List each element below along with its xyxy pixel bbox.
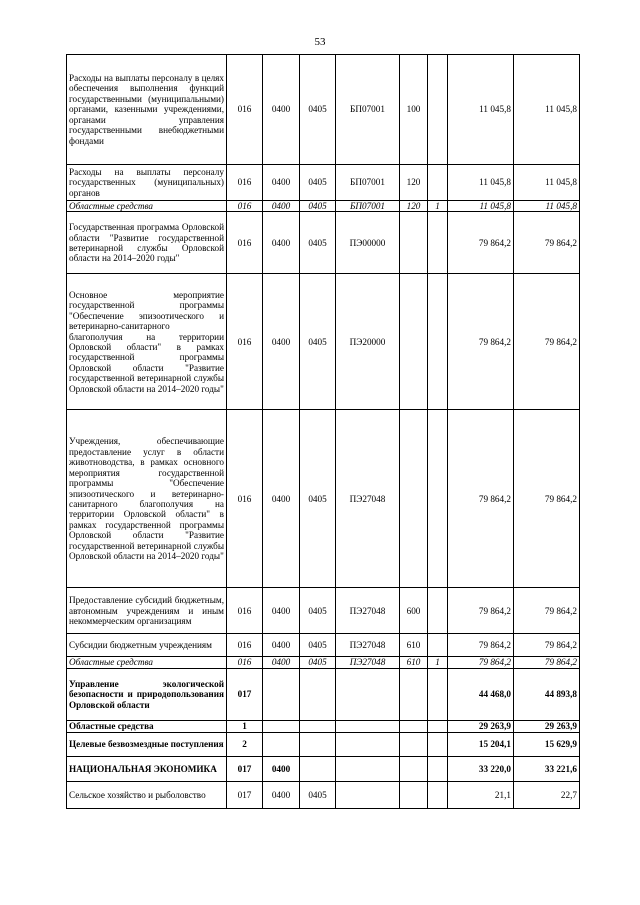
cell-section: 0400 bbox=[263, 165, 300, 201]
cell-name: Расходы на выплаты персоналу государственных (муниципальных) органов bbox=[67, 165, 227, 201]
cell-amount-year-2: 22,7 bbox=[514, 781, 580, 808]
cell-source bbox=[428, 720, 448, 732]
cell-grbs: 017 bbox=[227, 668, 263, 720]
cell-subsection: 0405 bbox=[300, 55, 336, 165]
cell-source bbox=[428, 212, 448, 274]
cell-section: 0400 bbox=[263, 781, 300, 808]
cell-amount-year-1: 79 864,2 bbox=[448, 657, 514, 668]
table-row bbox=[67, 781, 580, 808]
cell-target-article: БП07001 bbox=[336, 165, 400, 201]
cell-expense-type bbox=[400, 212, 428, 274]
cell-section bbox=[263, 732, 300, 756]
cell-amount-year-1: 11 045,8 bbox=[448, 55, 514, 165]
cell-source bbox=[428, 756, 448, 781]
cell-target-article bbox=[336, 720, 400, 732]
cell-amount-year-2: 33 221,6 bbox=[514, 756, 580, 781]
cell-name: Основное мероприятие государственной программы "Обеспечение эпизоотического и ветеринарно-санитарного благополучия на территории Орловской области" в рамках государственной программы Орловской области "Развитие государственной ветеринарной службы Орловской области на 2014–2020 годы" bbox=[67, 274, 227, 410]
cell-source bbox=[428, 55, 448, 165]
budget-table bbox=[66, 54, 580, 809]
cell-target-article bbox=[336, 668, 400, 720]
cell-grbs: 016 bbox=[227, 212, 263, 274]
table-row bbox=[67, 274, 580, 410]
cell-amount-year-2: 11 045,8 bbox=[514, 165, 580, 201]
cell-amount-year-2: 29 263,9 bbox=[514, 720, 580, 732]
cell-source bbox=[428, 668, 448, 720]
cell-expense-type: 120 bbox=[400, 165, 428, 201]
table-row bbox=[67, 756, 580, 781]
cell-target-article: БП07001 bbox=[336, 201, 400, 212]
cell-section: 0400 bbox=[263, 201, 300, 212]
cell-grbs: 016 bbox=[227, 410, 263, 588]
cell-amount-year-1: 44 468,0 bbox=[448, 668, 514, 720]
cell-name: Управление экологической безопасности и природопользования Орловской области bbox=[67, 668, 227, 720]
cell-expense-type bbox=[400, 732, 428, 756]
cell-expense-type bbox=[400, 720, 428, 732]
cell-expense-type bbox=[400, 410, 428, 588]
cell-section bbox=[263, 668, 300, 720]
cell-grbs: 016 bbox=[227, 165, 263, 201]
cell-name: Областные средства bbox=[67, 657, 227, 668]
cell-grbs: 016 bbox=[227, 657, 263, 668]
cell-amount-year-1: 79 864,2 bbox=[448, 212, 514, 274]
cell-amount-year-1: 15 204,1 bbox=[448, 732, 514, 756]
table-row bbox=[67, 55, 580, 165]
cell-subsection bbox=[300, 732, 336, 756]
cell-source bbox=[428, 588, 448, 634]
cell-amount-year-1: 79 864,2 bbox=[448, 410, 514, 588]
cell-subsection: 0405 bbox=[300, 781, 336, 808]
cell-name: Учреждения, обеспечивающие предоставление услуг в области животноводства, в рамках основного мероприятия государственной программы "Обеспечение эпизоотического и ветеринарно-санитарного благополучия на территории Орловской области" в рамках государственной программы Орловской области "Развитие государственной ветеринарной службы Орловской области на 2014–2020 годы" bbox=[67, 410, 227, 588]
cell-grbs: 1 bbox=[227, 720, 263, 732]
cell-amount-year-1: 79 864,2 bbox=[448, 588, 514, 634]
cell-subsection: 0405 bbox=[300, 634, 336, 657]
cell-target-article: ПЭ27048 bbox=[336, 410, 400, 588]
cell-target-article bbox=[336, 732, 400, 756]
table-row bbox=[67, 720, 580, 732]
cell-grbs: 016 bbox=[227, 588, 263, 634]
cell-amount-year-2: 79 864,2 bbox=[514, 588, 580, 634]
cell-amount-year-1: 21,1 bbox=[448, 781, 514, 808]
cell-amount-year-2: 79 864,2 bbox=[514, 657, 580, 668]
cell-amount-year-1: 79 864,2 bbox=[448, 274, 514, 410]
cell-section: 0400 bbox=[263, 274, 300, 410]
cell-section: 0400 bbox=[263, 212, 300, 274]
cell-grbs: 017 bbox=[227, 756, 263, 781]
cell-amount-year-1: 33 220,0 bbox=[448, 756, 514, 781]
cell-source bbox=[428, 410, 448, 588]
cell-amount-year-1: 29 263,9 bbox=[448, 720, 514, 732]
table-row bbox=[67, 165, 580, 201]
cell-name: Сельское хозяйство и рыболовство bbox=[67, 781, 227, 808]
cell-subsection bbox=[300, 720, 336, 732]
cell-subsection: 0405 bbox=[300, 657, 336, 668]
cell-name: Предоставление субсидий бюджетным, автономным учреждениям и иным некоммерческим организациям bbox=[67, 588, 227, 634]
cell-name: Областные средства bbox=[67, 720, 227, 732]
cell-amount-year-2: 11 045,8 bbox=[514, 201, 580, 212]
cell-section: 0400 bbox=[263, 657, 300, 668]
cell-section: 0400 bbox=[263, 410, 300, 588]
cell-expense-type: 610 bbox=[400, 634, 428, 657]
cell-grbs: 2 bbox=[227, 732, 263, 756]
cell-subsection: 0405 bbox=[300, 212, 336, 274]
cell-grbs: 017 bbox=[227, 781, 263, 808]
cell-amount-year-1: 11 045,8 bbox=[448, 201, 514, 212]
cell-name: Целевые безвозмездные поступления bbox=[67, 732, 227, 756]
cell-section: 0400 bbox=[263, 55, 300, 165]
cell-amount-year-2: 79 864,2 bbox=[514, 410, 580, 588]
cell-target-article bbox=[336, 756, 400, 781]
cell-amount-year-2: 15 629,9 bbox=[514, 732, 580, 756]
table-row bbox=[67, 634, 580, 657]
cell-target-article: БП07001 bbox=[336, 55, 400, 165]
cell-grbs: 016 bbox=[227, 201, 263, 212]
cell-section: 0400 bbox=[263, 756, 300, 781]
cell-subsection: 0405 bbox=[300, 201, 336, 212]
cell-expense-type bbox=[400, 756, 428, 781]
cell-amount-year-2: 79 864,2 bbox=[514, 212, 580, 274]
cell-target-article: ПЭ27048 bbox=[336, 588, 400, 634]
cell-expense-type bbox=[400, 274, 428, 410]
cell-amount-year-2: 79 864,2 bbox=[514, 634, 580, 657]
cell-target-article: ПЭ27048 bbox=[336, 634, 400, 657]
cell-source bbox=[428, 165, 448, 201]
cell-expense-type: 610 bbox=[400, 657, 428, 668]
cell-name: Расходы на выплаты персоналу в целях обеспечения выполнения функций государственными (муниципальными) органами, казенными учреждениями, органами управления государственными внебюджетными фондами bbox=[67, 55, 227, 165]
cell-name: Субсидии бюджетным учреждениям bbox=[67, 634, 227, 657]
cell-grbs: 016 bbox=[227, 274, 263, 410]
cell-source bbox=[428, 634, 448, 657]
cell-source bbox=[428, 781, 448, 808]
cell-subsection: 0405 bbox=[300, 165, 336, 201]
table-row bbox=[67, 668, 580, 720]
table-row bbox=[67, 201, 580, 212]
page-number: 53 bbox=[314, 36, 326, 48]
cell-expense-type bbox=[400, 668, 428, 720]
cell-amount-year-1: 11 045,8 bbox=[448, 165, 514, 201]
cell-subsection: 0405 bbox=[300, 410, 336, 588]
cell-target-article: ПЭ00000 bbox=[336, 212, 400, 274]
cell-grbs: 016 bbox=[227, 55, 263, 165]
cell-amount-year-1: 79 864,2 bbox=[448, 634, 514, 657]
table-row bbox=[67, 588, 580, 634]
cell-target-article bbox=[336, 781, 400, 808]
cell-section: 0400 bbox=[263, 634, 300, 657]
table-row bbox=[67, 657, 580, 668]
cell-expense-type: 120 bbox=[400, 201, 428, 212]
table-row bbox=[67, 410, 580, 588]
table-row bbox=[67, 732, 580, 756]
cell-target-article: ПЭ20000 bbox=[336, 274, 400, 410]
cell-name: Государственная программа Орловской области "Развитие государственной ветеринарной службы Орловской области на 2014–2020 годы" bbox=[67, 212, 227, 274]
cell-expense-type: 600 bbox=[400, 588, 428, 634]
cell-target-article: ПЭ27048 bbox=[336, 657, 400, 668]
cell-source: 1 bbox=[428, 201, 448, 212]
cell-amount-year-2: 79 864,2 bbox=[514, 274, 580, 410]
cell-source bbox=[428, 732, 448, 756]
cell-subsection bbox=[300, 668, 336, 720]
table-row bbox=[67, 212, 580, 274]
cell-section: 0400 bbox=[263, 588, 300, 634]
cell-subsection: 0405 bbox=[300, 588, 336, 634]
cell-source bbox=[428, 274, 448, 410]
cell-amount-year-2: 44 893,8 bbox=[514, 668, 580, 720]
cell-amount-year-2: 11 045,8 bbox=[514, 55, 580, 165]
cell-source: 1 bbox=[428, 657, 448, 668]
cell-name: Областные средства bbox=[67, 201, 227, 212]
cell-expense-type bbox=[400, 781, 428, 808]
cell-subsection: 0405 bbox=[300, 274, 336, 410]
cell-grbs: 016 bbox=[227, 634, 263, 657]
budget-table-body bbox=[67, 55, 580, 809]
cell-section bbox=[263, 720, 300, 732]
cell-subsection bbox=[300, 756, 336, 781]
cell-expense-type: 100 bbox=[400, 55, 428, 165]
cell-name: НАЦИОНАЛЬНАЯ ЭКОНОМИКА bbox=[67, 756, 227, 781]
